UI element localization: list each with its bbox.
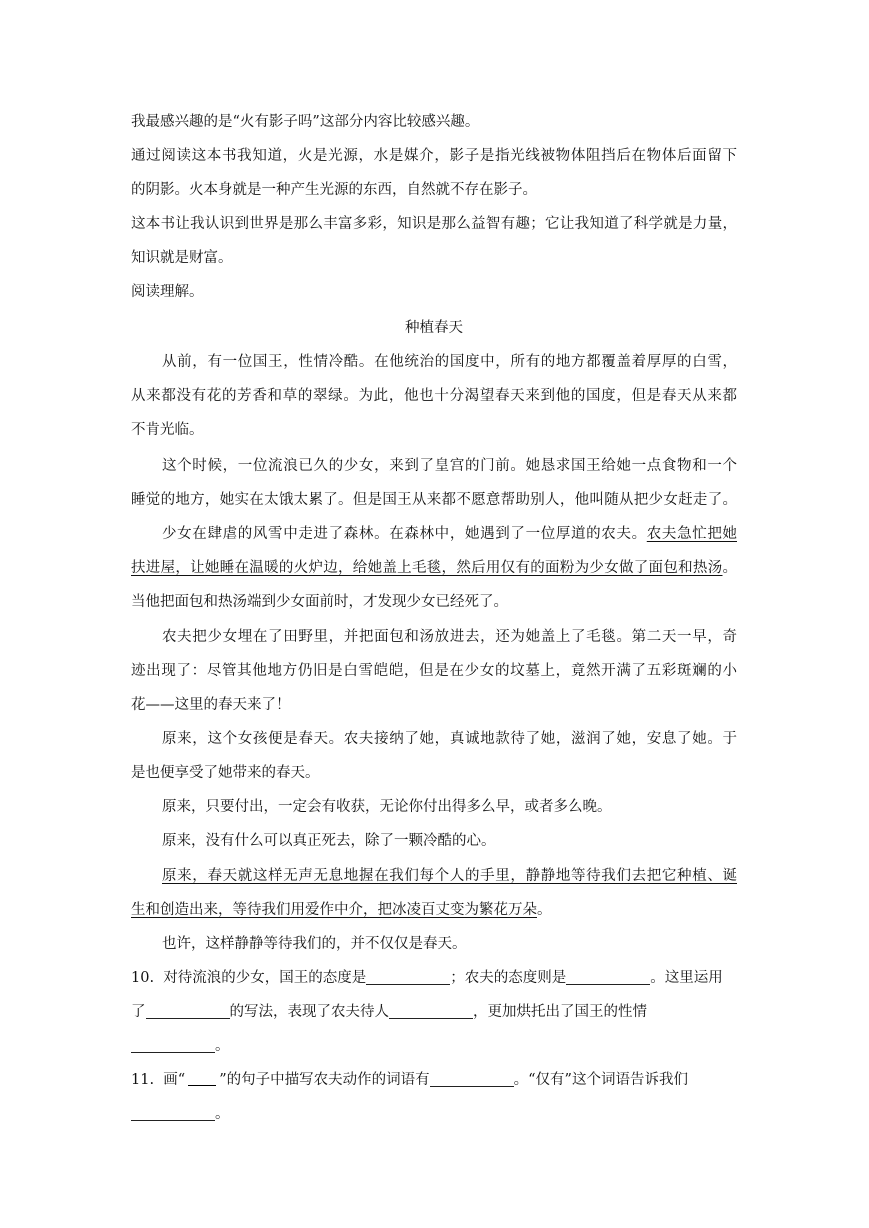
- story-p3-line-1: [162, 523, 737, 545]
- intro-line-3: 的阴影。火本身就是一种产生光源的东西，自然就不存在影子。: [131, 182, 537, 198]
- question-10-text-a: 对待流浪的少女，国王的态度是: [163, 970, 367, 986]
- question-10-line-2: [131, 1001, 737, 1023]
- question-10-text-d: 了: [131, 1004, 146, 1020]
- question-10-end: 。: [215, 1038, 230, 1054]
- question-11-line-1: [131, 1069, 737, 1091]
- question-10-text-f: ，更加烘托出了国王的性情: [473, 1004, 647, 1020]
- story-p3-line-3: 当他把面包和热汤端到少女面前时，才发现少女已经死了。: [131, 594, 508, 610]
- answer-blank-farmer-attitude[interactable]: [566, 984, 650, 985]
- story-p3-line-1-text: 少女在肆虐的风雪中走进了森林。在森林中，她遇到了一位厚道的农夫。: [162, 526, 647, 542]
- story-p5-line-1: 原来，这个女孩便是春天。农夫接纳了她，真诚地款待了她，滋润了她，安息了她。于: [162, 731, 737, 747]
- question-11-line-2: [131, 1103, 737, 1125]
- answer-blank-farmer-trait[interactable]: [389, 1018, 473, 1019]
- underlined-sentence-p8: 生和创造出来，等待我们用爱作中介，把冰凌百丈变为繁花万朵: [131, 902, 537, 918]
- story-p7: 原来，没有什么可以真正死去，除了一颗冷酷的心。: [162, 833, 496, 849]
- underlined-sentence-p8-start: 原来，春天就这样无声无息地握在我们每个人的手里，静静地等待我们去把它种植、诞: [162, 868, 737, 884]
- intro-line-2: 通过阅读这本书我知道，火是光源，水是媒介，影子是指光线被物体阻挡后在物体后面留下: [131, 148, 737, 164]
- question-10-text-e: 的写法，表现了农夫待人: [229, 1004, 389, 1020]
- question-10-line-3: [131, 1035, 737, 1057]
- story-p2-line-2: 睡觉的地方，她实在太饿太累了。但是国王从来都不愿意帮助别人，他叫随从把少女赶走了。: [131, 492, 737, 508]
- story-title: 种植春天: [405, 320, 463, 336]
- story-p3-line-2-end: 。: [722, 560, 737, 576]
- underlined-sentence-start: 农夫急忙把她: [646, 526, 737, 542]
- intro-line-5: 知识就是财富。: [131, 250, 233, 266]
- question-11-text-a: 画“: [163, 1072, 186, 1088]
- question-10-number: 10.: [131, 970, 155, 986]
- underline-symbol: [188, 1085, 216, 1087]
- story-p4-line-1: 农夫把少女埋在了田野里，并把面包和汤放进去，还为她盖上了毛毯。第二天一早，奇: [162, 629, 737, 645]
- story-p2-line-1: 这个时候，一位流浪已久的少女，来到了皇宫的门前。她恳求国王给她一点食物和一个: [162, 458, 737, 474]
- question-10-text-c: 。这里运用: [650, 970, 723, 986]
- story-p8-line-2: [131, 899, 737, 921]
- story-p6: 原来，只要付出，一定会有收获，无论你付出得多么早，或者多么晚。: [162, 799, 612, 815]
- answer-blank-technique[interactable]: [146, 1018, 230, 1019]
- story-p1-line-2: 从来都没有花的芳香和草的翠绿。为此，他也十分渴望春天来到他的国度，但是春天从来都: [131, 388, 737, 404]
- story-p4-line-2: 迹出现了：尽管其他地方仍旧是白雪皑皑，但是在少女的坟墓上，竟然开满了五彩斑斓的小: [131, 663, 737, 679]
- story-p3-line-2: [131, 557, 737, 579]
- underlined-sentence: 扶进屋，让她睡在温暖的火炉边，给她盖上毛毯，然后用仅有的面粉为少女做了面包和热汤: [131, 560, 723, 576]
- answer-blank-king-attitude[interactable]: [366, 984, 450, 985]
- intro-line-6: 阅读理解。: [131, 284, 204, 300]
- answer-blank-only-meaning[interactable]: [131, 1120, 215, 1121]
- story-p4-line-3: 花——这里的春天来了！: [131, 697, 291, 713]
- intro-line-4: 这本书让我认识到世界是那么丰富多彩，知识是那么益智有趣；它让我知道了科学就是力量，: [131, 216, 737, 232]
- answer-blank-action-words[interactable]: [430, 1086, 514, 1087]
- story-p1-line-1: 从前，有一位国王，性情冷酷。在他统治的国度中，所有的地方都覆盖着厚厚的白雪，: [162, 354, 737, 370]
- question-11-number: 11.: [131, 1072, 155, 1088]
- question-10-line-1: [131, 967, 737, 989]
- story-p9: 也许，这样静静等待我们的，并不仅仅是春天。: [162, 936, 467, 952]
- question-11-text-b: ”的句子中描写农夫动作的词语有: [219, 1072, 430, 1088]
- story-p1-line-3: 不肯光临。: [131, 422, 204, 438]
- intro-line-1: 我最感兴趣的是“火有影子吗”这部分内容比较感兴趣。: [131, 114, 480, 130]
- question-10-text-b: ；农夫的态度则是: [450, 970, 567, 986]
- answer-blank-king-trait[interactable]: [131, 1052, 215, 1053]
- question-11-text-c: 。“仅有”这个词语告诉我们: [513, 1072, 688, 1088]
- story-p8-line-2-end: 。: [537, 902, 552, 918]
- question-11-end: 。: [215, 1106, 230, 1122]
- story-p5-line-2: 是也便享受了她带来的春天。: [131, 765, 320, 781]
- story-p8-line-1: [162, 865, 737, 887]
